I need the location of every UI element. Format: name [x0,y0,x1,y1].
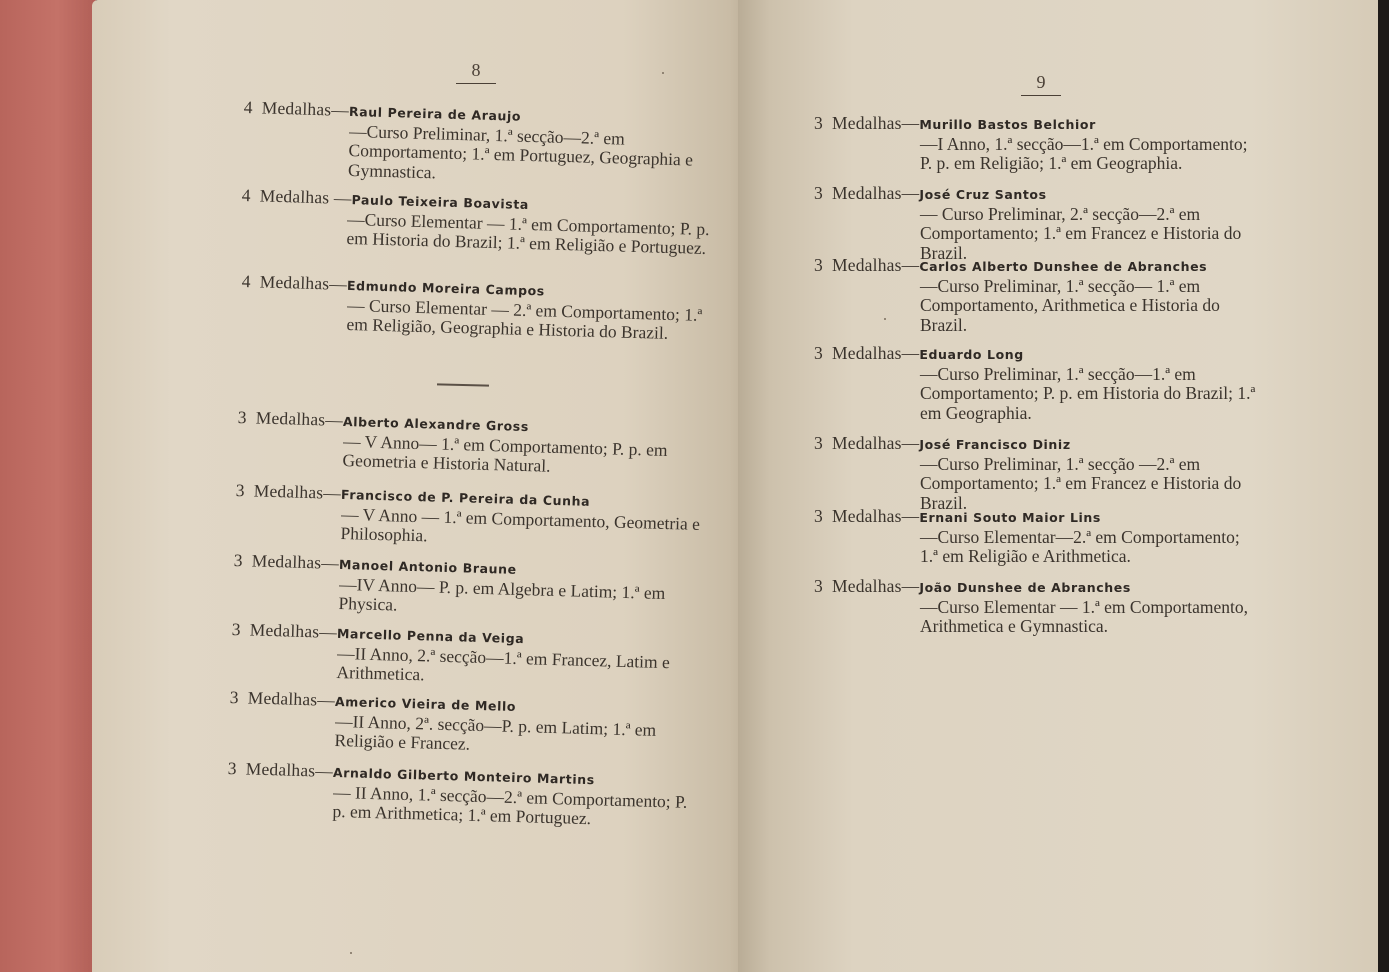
student-name: Francisco de P. Pereira da Cunha [340,486,591,509]
left-page-number: 8 [456,60,496,84]
right-page [738,0,1378,972]
student-name: Edmundo Moreira Campos [346,277,546,299]
medal-entry: 4 Medalhas—Raul Pereira de Araujo —Curso Preliminar, 1.ª secção—2.ª em Comportamento; 1.ª em Portuguez, Geographia e Gymnastica. [242,98,714,190]
medal-entry: 3 Medalhas—João Dunshee de Abranches —Curso Elementar — 1.ª em Comportamento, Arithmetica e Gymnastica. [814,577,1259,637]
paper-speck [350,952,352,954]
dark-background-edge [1378,0,1389,972]
student-name: Alberto Alexandre Gross [342,413,530,435]
medal-description: —I Anno, 1.ª secção—1.ª em Comportamento; P. p. em Religião; 1.ª em Geographia. [920,133,1248,173]
medal-entry: 3 Medalhas—José Francisco Diniz —Curso Preliminar, 1.ª secção —2.ª em Comportamento; 1.ª em Francez e Historia do Brazil. [814,434,1259,513]
medal-description: —IV Anno— P. p. em Algebra e Latim; 1.ª em Physica. [338,573,666,615]
student-name: Americo Vieira de Mello [334,693,517,714]
medal-entry: 3 Medalhas—Murillo Bastos Belchior —I Anno, 1.ª secção—1.ª em Comportamento; P. p. em Religião; 1.ª em Geographia. [814,114,1259,174]
medal-entry: 3 Medalhas—Carlos Alberto Dunshee de Abranches —Curso Preliminar, 1.ª secção— 1.ª em Comportamento, Arithmetica e Historia do Brazil. [814,256,1259,335]
medal-description: — II Anno, 1.ª secção—2.ª em Comportamento; P. p. em Arithmetica; 1.ª em Portuguez. [332,781,688,829]
medal-entry: 3 Medalhas—Eduardo Long —Curso Preliminar, 1.ª secção—1.ª em Comportamento; P. p. em Historia do Brazil; 1.ª em Geographia. [814,344,1259,423]
medal-description: —II Anno, 2ª. secção—P. p. em Latim; 1.ª em Religião e Francez. [334,710,657,754]
section-divider [437,383,489,386]
medal-description: — Curso Elementar — 2.ª em Comportamento; 1.ª em Religião, Geographia e Historia do Brazil. [346,294,703,343]
student-name: José Cruz Santos [919,187,1047,202]
medal-entry: 3 Medalhas—Francisco de P. Pereira da Cunha — V Anno — 1.ª em Comportamento, Geometria e Philosophia. [234,481,705,554]
student-name: Ernani Souto Maior Lins [919,510,1101,525]
student-name: José Francisco Diniz [919,437,1071,452]
page-number-rule [456,83,496,84]
medal-description: —Curso Elementar — 1.ª em Comportamento; P. p. em Historia do Brazil; 1.ª em Religião e Portuguez. [346,208,710,258]
student-name: Marcello Penna da Veiga [336,625,525,647]
medal-description: —Curso Elementar — 1.ª em Comportamento, Arithmetica e Gymnastica. [920,596,1249,636]
paper-speck [662,72,664,74]
medal-entry: 4 Medalhas—Edmundo Moreira Campos — Curso Elementar — 2.ª em Comportamento; 1.ª em Religião, Geographia e Historia do Brazil. [240,272,711,345]
medal-description: —Curso Elementar—2.ª em Comportamento; 1.ª em Religião e Arithmetica. [920,526,1240,566]
medal-entry: 3 Medalhas—Marcello Penna da Veiga —II Anno, 2.ª secção—1.ª em Francez, Latim e Arithmetica. [230,620,701,693]
medal-entry: 3 Medalhas—Americo Vieira de Mello —II Anno, 2ª. secção—P. p. em Latim; 1.ª em Religião e Francez. [228,688,699,761]
medal-description: —Curso Preliminar, 1.ª secção—2.ª em Comportamento; 1.ª em Portuguez, Geographia e Gymnastica. [347,120,694,182]
medal-entry: 4 Medalhas —Paulo Teixeira Boavista —Curso Elementar — 1.ª em Comportamento; P. p. em Historia do Brazil; 1.ª em Religião e Portuguez. [241,185,710,258]
student-name: Paulo Teixeira Boavista [351,192,530,213]
student-name: Carlos Alberto Dunshee de Abranches [919,259,1208,274]
medal-description: —Curso Preliminar, 1.ª secção— 1.ª em Comportamento, Arithmetica e Historia do Brazil. [920,275,1220,335]
student-name: Eduardo Long [919,347,1024,362]
medal-description: — V Anno — 1.ª em Comportamento, Geometria e Philosophia. [340,503,701,546]
student-name: Manoel Antonio Braune [338,556,517,577]
right-page-number: 9 [1021,72,1061,96]
medal-description: —Curso Preliminar, 1.ª secção—1.ª em Comportamento; P. p. em Historia do Brazil; 1.ª em Geographia. [920,363,1256,423]
medal-entry: 3 Medalhas—Arnaldo Gilberto Monteiro Martins — II Anno, 1.ª secção—2.ª em Comportamento; P. p. em Arithmetica; 1.ª em Portuguez. [226,759,697,832]
student-name: João Dunshee de Abranches [919,580,1131,595]
student-name: Murillo Bastos Belchior [919,117,1096,132]
medal-entry: 3 Medalhas—Manoel Antonio Braune —IV Anno— P. p. em Algebra e Latim; 1.ª em Physica. [232,551,703,624]
medal-entry: 3 Medalhas—Ernani Souto Maior Lins —Curso Elementar—2.ª em Comportamento; 1.ª em Religião e Arithmetica. [814,507,1259,567]
page-number-rule [1021,95,1061,96]
medal-description: — V Anno— 1.ª em Comportamento; P. p. em Geometria e Historia Natural. [342,430,668,476]
left-page [92,0,756,972]
student-name: Arnaldo Gilberto Monteiro Martins [332,764,596,788]
paper-speck [884,318,886,320]
medal-description: —II Anno, 2.ª secção—1.ª em Francez, Latim e Arithmetica. [336,642,671,685]
medal-description: —Curso Preliminar, 1.ª secção —2.ª em Comportamento; 1.ª em Francez e Historia do Brazil. [920,453,1242,513]
medal-description: — Curso Preliminar, 2.ª secção—2.ª em Comportamento; 1.ª em Francez e Historia do Brazil. [920,203,1242,263]
medal-entry: 3 Medalhas—Alberto Alexandre Gross — V Anno— 1.ª em Comportamento; P. p. em Geometria e Historia Natural. [236,408,707,481]
medal-entry: 3 Medalhas—José Cruz Santos — Curso Preliminar, 2.ª secção—2.ª em Comportamento; 1.ª em Francez e Historia do Brazil. [814,184,1259,263]
book-cover-edge [0,0,96,972]
student-name: Raul Pereira de Araujo [348,103,522,124]
